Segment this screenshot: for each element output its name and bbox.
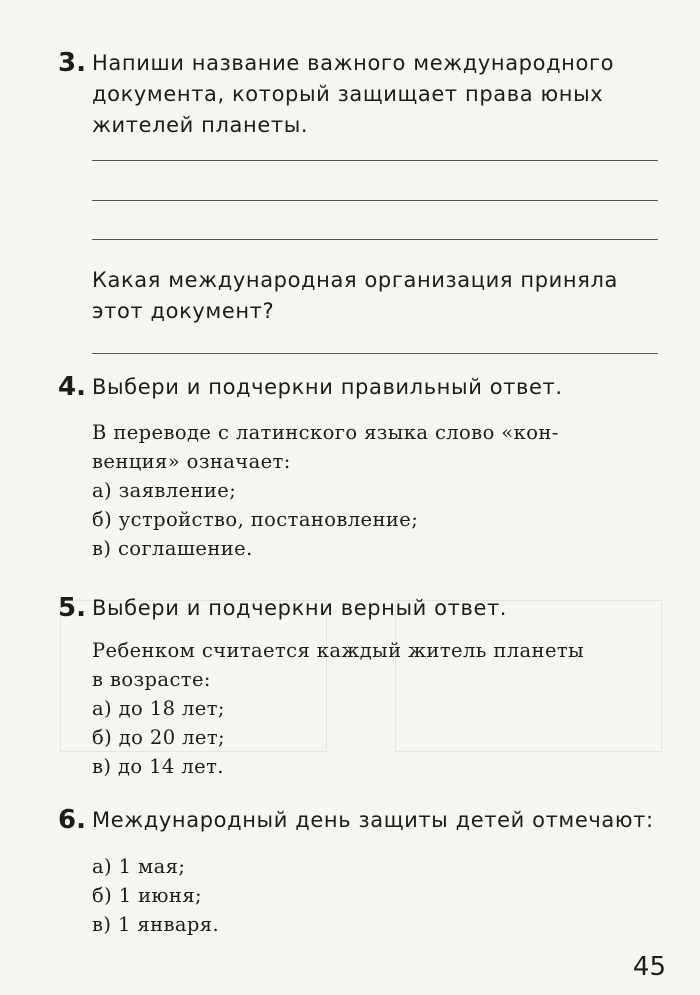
task-6 — [58, 805, 670, 939]
text-line: венция» означает: — [92, 450, 291, 473]
answer-option-a[interactable]: а) до 18 лет; — [92, 697, 225, 720]
answer-option-a[interactable]: а) 1 мая; — [92, 855, 186, 878]
task-3-followup — [58, 265, 670, 327]
text-line: В переводе с латинского языка слово «кон- — [92, 421, 559, 444]
task-5 — [58, 593, 670, 781]
question-line: документа, который защищает права юных — [92, 82, 604, 106]
answer-option-b[interactable]: б) устройство, постановление; — [92, 508, 419, 531]
question-line: этот документ? — [92, 299, 275, 323]
task-instruction: Международный день защиты детей отмечают: — [92, 808, 654, 832]
answer-option-b[interactable]: б) до 20 лет; — [92, 726, 225, 749]
answer-options — [92, 852, 670, 939]
answer-option-c[interactable]: в) 1 января. — [92, 913, 220, 936]
task-number: 6. — [58, 805, 86, 835]
task-number: 5. — [58, 593, 86, 623]
task-3 — [58, 48, 670, 141]
answer-line[interactable] — [92, 353, 658, 354]
task-number: 4. — [58, 372, 86, 402]
answer-line[interactable] — [92, 200, 658, 201]
task-instruction: Выбери и подчеркни верный ответ. — [92, 596, 508, 620]
answer-options — [92, 476, 670, 563]
answer-line[interactable] — [92, 239, 658, 240]
text-line: в возрасте: — [92, 668, 211, 691]
answer-option-a[interactable]: а) заявление; — [92, 479, 237, 502]
task-question — [92, 48, 670, 141]
answer-options — [92, 694, 670, 781]
task-instruction: Выбери и подчеркни правильный ответ. — [92, 375, 563, 399]
question-line: Какая международная организация приняла — [92, 268, 618, 292]
question-line: Напиши название важного международного — [92, 51, 615, 75]
answer-option-b[interactable]: б) 1 июня; — [92, 884, 202, 907]
task-number: 3. — [58, 48, 86, 78]
followup-question — [92, 265, 670, 327]
page-number: 45 — [632, 952, 666, 982]
task-text — [92, 418, 670, 476]
question-line: жителей планеты. — [92, 113, 309, 137]
task-4 — [58, 372, 670, 563]
answer-option-c[interactable]: в) соглашение. — [92, 537, 253, 560]
text-line: Ребенком считается каждый житель планеты — [92, 639, 584, 662]
answer-option-c[interactable]: в) до 14 лет. — [92, 755, 224, 778]
task-text — [92, 636, 670, 694]
answer-line[interactable] — [92, 160, 658, 161]
